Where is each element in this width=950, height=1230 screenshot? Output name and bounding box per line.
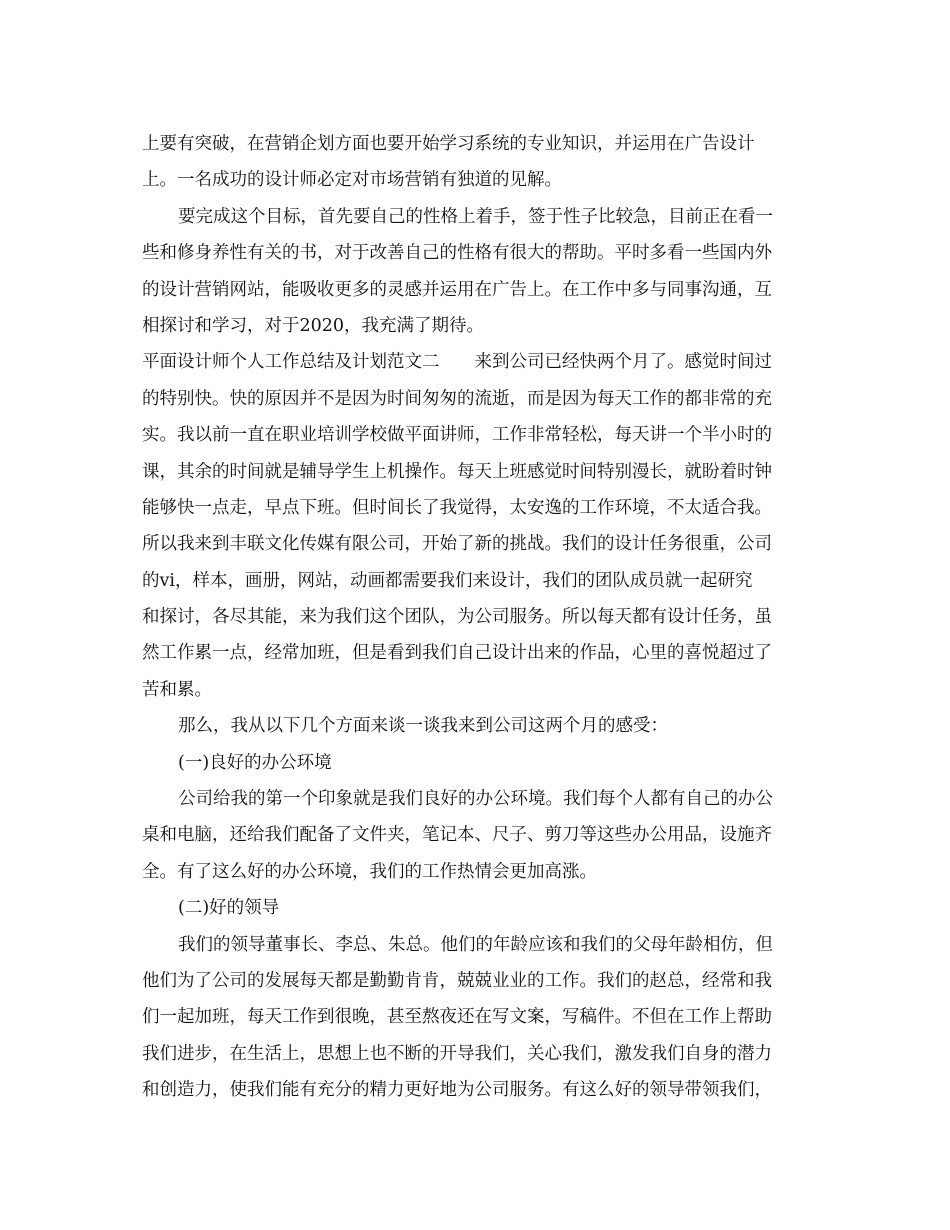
- paragraph-start-line: 公司给我的第一个印象就是我们良好的办公环境。我们每个人都有自己的办公: [178, 789, 773, 810]
- text-line: 桌和电脑，还给我们配备了文件夹，笔记本、尺子、剪刀等这些办公用品，设施齐: [142, 825, 772, 846]
- text-line: 实。我以前一直在职业培训学校做平面讲师，工作非常轻松，每天讲一个半小时的: [142, 425, 772, 446]
- text-line: 他们为了公司的发展每天都是勤勤肯肯，兢兢业业的工作。我们的赵总，经常和我: [142, 970, 772, 991]
- subheading-line: (一)良好的办公环境: [178, 752, 332, 773]
- text-line: 些和修身养性有关的书，对于改善自己的性格有很大的帮助。平时多看一些国内外: [142, 243, 772, 264]
- text-line: 所以我来到丰联文化传媒有限公司，开始了新的挑战。我们的设计任务很重，公司: [142, 534, 772, 555]
- text-line: 能够快一点走，早点下班。但时间长了我觉得，太安逸的工作环境，不太适合我。: [142, 497, 772, 518]
- paragraph-start-line: 我们的领导董事长、李总、朱总。他们的年龄应该和我们的父母年龄相仿，但: [178, 934, 773, 955]
- paragraph-start-line: 那么，我从以下几个方面来谈一谈我来到公司这两个月的感受：: [178, 716, 668, 737]
- text-line: 上要有突破，在营销企划方面也要开始学习系统的专业知识，并运用在广告设计: [142, 134, 755, 154]
- text-line: 相探讨和学习，对于2020，我充满了期待。: [142, 315, 485, 336]
- text-line: 上。一名成功的设计师必定对市场营销有独道的见解。: [142, 170, 562, 191]
- section-title-line: 平面设计师个人工作总结及计划范文二 来到公司已经快两个月了。感觉时间过: [142, 352, 772, 373]
- paragraph-start-line: 要完成这个目标，首先要自己的性格上着手，签于性子比较急，目前正在看一: [178, 206, 773, 227]
- text-line: 课，其余的时间就是辅导学生上机操作。每天上班感觉时间特别漫长，就盼着时钟: [142, 461, 772, 482]
- text-line: 们一起加班，每天工作到很晚，甚至熬夜还在写文案，写稿件。不但在工作上帮助: [142, 1007, 772, 1028]
- text-line: 的vi，样本，画册，网站，动画都需要我们来设计，我们的团队成员就一起研究: [142, 570, 753, 591]
- subheading-line: (二)好的领导: [178, 898, 280, 919]
- text-line: 和创造力，使我们能有充分的精力更好地为公司服务。有这么好的领导带领我们，: [142, 1080, 772, 1101]
- text-line: 我们进步，在生活上，思想上也不断的开导我们，关心我们，激发我们自身的潜力: [142, 1043, 772, 1064]
- text-line: 的特别快。快的原因并不是因为时间匆匆的流逝，而是因为每天工作的都非常的充: [142, 388, 772, 409]
- text-line: 全。有了这么好的办公环境，我们的工作热情会更加高涨。: [142, 861, 597, 882]
- document-body: [142, 126, 814, 1109]
- text-line: 的设计营销网站，能吸收更多的灵感并运用在广告上。在工作中多与同事沟通，互: [142, 279, 772, 300]
- text-line: 苦和累。: [142, 679, 212, 700]
- text-line: 然工作累一点，经常加班，但是看到我们自己设计出来的作品，心里的喜悦超过了: [142, 643, 772, 664]
- text-line: 和探讨，各尽其能，来为我们这个团队，为公司服务。所以每天都有设计任务，虽: [142, 607, 772, 628]
